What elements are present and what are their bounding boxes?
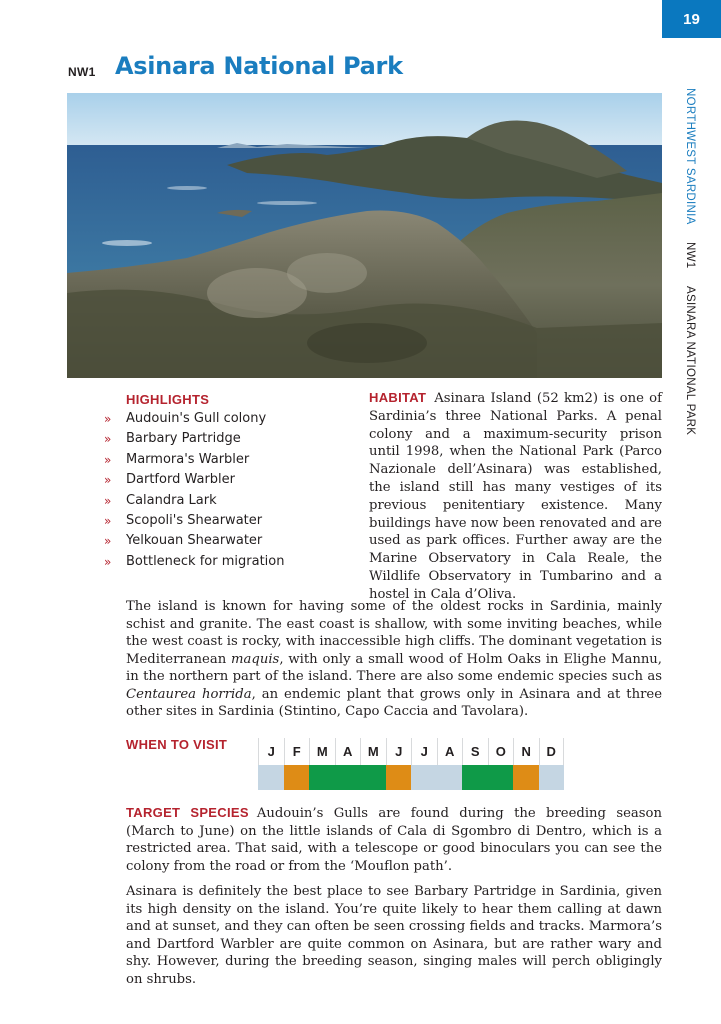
target-species-label: TARGET SPECIES [126, 805, 249, 820]
page-number: 19 [662, 0, 721, 38]
calendar-month-label: F [284, 738, 310, 765]
highlight-label: Marmora's Warbler [126, 451, 250, 467]
highlight-item [104, 470, 344, 490]
calendar-month-rating-medium [513, 765, 539, 790]
highlight-item [104, 409, 344, 429]
double-chevron-right-icon: » [104, 473, 112, 488]
highlight-item [104, 531, 344, 551]
highlight-item [104, 429, 344, 449]
when-to-visit-label: WHEN TO VISIT [126, 737, 228, 752]
calendar-month-rating-low [258, 765, 284, 790]
calendar-month-rating-best [488, 765, 514, 790]
target-species-paragraph [126, 804, 662, 875]
calendar-month-rating-best [360, 765, 386, 790]
highlight-item [104, 491, 344, 511]
side-tab-region: NORTHWEST SARDINIA [684, 88, 696, 225]
geology-text-1: The island is known for having some of the oldest rocks in Sardinia, mainly schist and granite. The east coast is shallow, with some inviting beaches, while the west coast is rocky, with inaccessible high cliffs. The dominant vegetation is Mediterranean [126, 599, 662, 667]
calendar-month-rating-low [539, 765, 565, 790]
geology-paragraph [126, 598, 662, 721]
habitat-text: Asinara Island (52 km2) is one of Sardinia’s three National Parks. A penal colony and a maximum-security prison until 1998, when the National Park (Parco Nazionale dell’Asinara) was established, the island still has many vestiges of its previous penitentiary existence. Many buildings have now been renovated and are used as park offices. Further away are the Marine Observatory in Cala Reale, the Wildlife Observatory in Tumbarino and a hostel in Cala d’Oliva. [369, 391, 662, 602]
calendar-month-label: A [335, 738, 361, 765]
when-to-visit-calendar [258, 738, 564, 790]
highlight-label: Calandra Lark [126, 492, 217, 508]
calendar-month-label: J [411, 738, 437, 765]
highlight-label: Dartford Warbler [126, 472, 235, 488]
partridge-paragraph: Asinara is definitely the best place to see Barbary Partridge in Sardinia, given its high density on the island. You’re quite likely to hear them calling at dawn and at sunset, and they can often be seen crossing fields and tracks. Marmora’s and Dartford Warbler are quite common on Asinara, but are rather wary and shy. However, during the breeding season, singing males will perch obligingly on shrubs. [126, 884, 662, 987]
landscape-photo [67, 93, 662, 378]
geology-italic-maquis: maquis [231, 651, 280, 667]
habitat-label: HABITAT [369, 390, 427, 405]
highlight-label: Scopoli's Shearwater [126, 513, 263, 529]
highlights-list [104, 409, 344, 572]
habitat-paragraph [369, 389, 662, 604]
target-species-text: Audouin’s Gulls are found during the breeding season (March to June) on the little islands of Cala di Sgombro di Dentro, which is a restricted area. That said, with a telescope or good binoculars you can see the colony from the road or from the ‘Mouflon path’. [126, 806, 662, 874]
highlight-label: Audouin's Gull colony [126, 411, 267, 426]
double-chevron-right-icon: » [104, 412, 112, 426]
highlight-item [104, 511, 344, 531]
double-chevron-right-icon: » [104, 534, 112, 549]
highlight-label: Barbary Partridge [126, 431, 241, 447]
calendar-month-rating-best [309, 765, 335, 790]
calendar-month-label: M [309, 738, 335, 765]
calendar-month-rating-best [335, 765, 361, 790]
page-title: Asinara National Park [115, 52, 403, 80]
double-chevron-right-icon: » [104, 554, 112, 569]
side-tab-code: NW1 [684, 242, 696, 269]
calendar-month-rating-medium [284, 765, 310, 790]
highlight-label: Bottleneck for migration [126, 553, 285, 569]
calendar-month-rating-low [411, 765, 437, 790]
double-chevron-right-icon: » [104, 432, 112, 447]
geology-italic-species: Centaurea horrida [126, 686, 252, 702]
highlight-label: Yelkouan Shearwater [126, 533, 263, 549]
calendar-month-label: S [462, 738, 488, 765]
side-tab [684, 88, 696, 435]
calendar-month-label: O [488, 738, 514, 765]
highlight-item [104, 552, 344, 572]
double-chevron-right-icon: » [104, 514, 112, 529]
site-code: NW1 [68, 65, 96, 79]
calendar-month-label: M [360, 738, 386, 765]
double-chevron-right-icon: » [104, 493, 112, 508]
geology-text-3: , an endemic plant that grows only in Asinara and at three other sites in Sardinia (Stintino, Capo Caccia and Tavolara). [126, 686, 662, 719]
calendar-ratings-row [258, 765, 564, 790]
highlight-item [104, 450, 344, 470]
calendar-months-row [258, 738, 564, 765]
calendar-month-label: D [539, 738, 565, 765]
calendar-month-label: J [386, 738, 412, 765]
highlights-box [104, 392, 344, 572]
calendar-month-label: N [513, 738, 539, 765]
calendar-month-rating-low [437, 765, 463, 790]
calendar-month-rating-best [462, 765, 488, 790]
calendar-month-label: J [258, 738, 284, 765]
landscape-photo-graphic [67, 93, 662, 378]
side-tab-name: ASINARA NATIONAL PARK [684, 286, 696, 436]
calendar-month-rating-medium [386, 765, 412, 790]
geology-text-2: , with only a small wood of Holm Oaks in Elighe Mannu, in the northern part of the island. There are also some endemic species such as [126, 651, 662, 684]
highlights-heading: HIGHLIGHTS [126, 392, 210, 407]
calendar-month-label: A [437, 738, 463, 765]
double-chevron-right-icon: » [104, 452, 112, 467]
